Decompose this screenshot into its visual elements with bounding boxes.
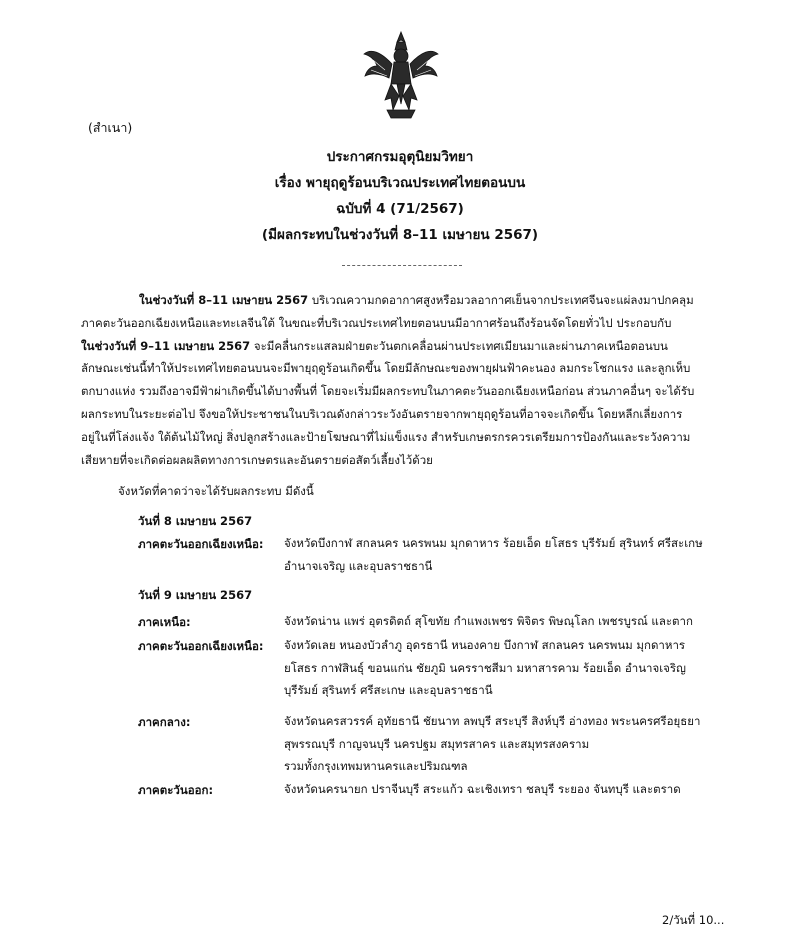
copy-label: (สำเนา) [88,120,133,135]
announcement-effective-period: (มีผลกระทบในช่วงวันที่ 8–11 เมษายน 2567) [261,227,539,243]
announcement-issuer: ประกาศกรมอุตุนิยมวิทยา [326,149,474,165]
province-line: จังหวัดบึงกาฬ สกลนคร นครพนม มุกดาหาร ร้อยเอ็ด ยโสธร บุรีรัมย์ สุรินทร์ ศรีสะเกษ [284,536,703,550]
province-line: จังหวัดเลย หนองบัวลำภู อุดรธานี หนองคาย บึงกาฬ สกลนคร นครพนม มุกดาหาร [284,638,686,652]
region-label-east-day2: ภาคตะวันออก: [138,783,214,797]
province-line: บุรีรัมย์ สุรินทร์ ศรีสะเกษ และอุบลราชธานี [284,683,493,697]
body-line: ตกบางแห่ง รวมถึงอาจมีฟ้าผ่าเกิดขึ้นได้บางพื้นที่ โดยจะเริ่มมีผลกระทบในภาคตะวันออกเฉียงเหนือก่อน ส่วนภาคอื่นๆ จะได้รับ [81,384,695,399]
body-line [81,289,721,312]
province-line: ยโสธร กาฬสินธุ์ ขอนแก่น ชัยภูมิ นครราชสีมา มหาสารคาม ร้อยเอ็ด อำนาจเจริญ [284,660,686,675]
region-label-northeast-day1: ภาคตะวันออกเฉียงเหนือ: [138,537,264,551]
provinces-central-day2 [284,710,700,778]
province-line: อำนาจเจริญ และอุบลราชธานี [284,558,433,573]
province-line: จังหวัดนครนายก ปราจีนบุรี สระแก้ว ฉะเชิงเทรา ชลบุรี ระยอง จันทบุรี และตราด [284,782,681,796]
body-paragraph [81,289,721,471]
heading-divider [342,265,462,266]
body-line: ลักษณะเช่นนี้ทำให้ประเทศไทยตอนบนจะมีพายุฤดูร้อนเกิดขึ้น โดยมีลักษณะของพายุฝนฟ้าคะนอง ลมกระโชกแรง และลูกเห็บ [81,361,691,376]
provinces-northeast-day2 [284,634,686,702]
province-line: จังหวัดนครสวรรค์ อุทัยธานี ชัยนาท ลพบุรี สระบุรี สิงห์บุรี อ่างทอง พระนครศรีอยุธยา [284,714,701,728]
date-heading-day2: วันที่ 9 เมษายน 2567 [138,588,253,602]
body-text: บริเวณความกดอากาศสูงหรือมวลอากาศเย็นจากประเทศจีนจะแผ่ลงมาปกคลุม [308,293,694,307]
body-text: จะมีคลื่นกระแสลมฝ่ายตะวันตกเคลื่อนผ่านประเทศเมียนมาและผ่านภาคเหนือตอนบน [250,338,668,353]
body-line: ภาคตะวันออกเฉียงเหนือและทะเลจีนใต้ ในขณะที่บริเวณประเทศไทยตอนบนมีอากาศร้อนถึงร้อนจัดโดยทั่วไป ประกอบกับ [81,315,672,330]
announcement-issue-number: ฉบับที่ 4 (71/2567) [336,201,464,217]
province-line: รวมทั้งกรุงเทพมหานครและปริมณฑล [284,759,468,773]
garuda-emblem-icon [361,30,441,122]
region-label-north-day2: ภาคเหนือ: [138,615,191,629]
body-line: ผลกระทบในระยะต่อไป จึงขอให้ประชาชนในบริเวณดังกล่าวระวังอันตรายจากพายุฤดูร้อนที่อาจจะเกิดขึ้น โดยหลีกเลี่ยงการ [81,406,683,421]
next-page-reference: 2/วันที่ 10... [662,913,725,927]
province-line: จังหวัดน่าน แพร่ อุตรดิตถ์ สุโขทัย กำแพงเพชร พิจิตร พิษณุโลก เพชรบูรณ์ และตาก [284,614,693,628]
body-line [81,335,721,358]
provinces-north-day2 [284,610,693,633]
body-line: อยู่ในที่โล่งแจ้ง ใต้ต้นไม้ใหญ่ สิ่งปลูกสร้างและป้ายโฆษณาที่ไม่แข็งแรง สำหรับเกษตรกรควรเตรียมการป้องกันและระวังความ [81,429,691,444]
affected-provinces-intro: จังหวัดที่คาดว่าจะได้รับผลกระทบ มีดังนี้ [118,484,314,498]
provinces-northeast-day1 [284,532,703,577]
region-label-central-day2: ภาคกลาง: [138,715,191,729]
province-line: สุพรรณบุรี กาญจนบุรี นครปฐม สมุทรสาคร และสมุทรสงคราม [284,736,590,751]
body-line: เสียหายที่จะเกิดต่อผลผลิตทางการเกษตรและอันตรายต่อสัตว์เลี้ยงไว้ด้วย [81,452,433,467]
date-heading-day1: วันที่ 8 เมษายน 2567 [138,514,253,528]
body-emphasis: ในช่วงวันที่ 8–11 เมษายน 2567 [139,293,309,307]
body-emphasis: ในช่วงวันที่ 9–11 เมษายน 2567 [81,338,251,353]
provinces-east-day2 [284,778,681,801]
announcement-subject: เรื่อง พายุฤดูร้อนบริเวณประเทศไทยตอนบน [274,175,526,191]
region-label-northeast-day2: ภาคตะวันออกเฉียงเหนือ: [138,639,264,653]
